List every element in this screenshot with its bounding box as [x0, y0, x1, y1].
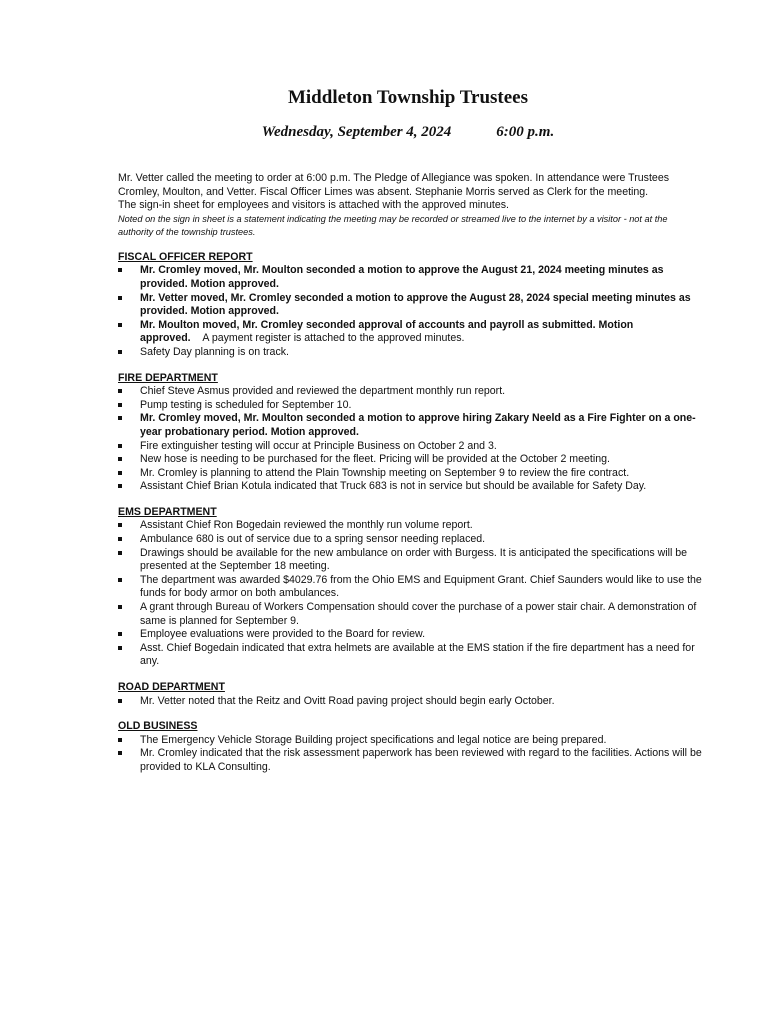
bullet-icon	[118, 646, 122, 650]
list-item: Mr. Cromley moved, Mr. Moulton seconded a motion to approve hiring Zakary Neeld as a Fire Fighter on a one-year probationary period. Motion approved.	[118, 412, 703, 439]
list-item: Assistant Chief Ron Bogedain reviewed the monthly run volume report.	[118, 519, 703, 533]
bullet-icon	[118, 268, 122, 272]
old-business-list	[118, 734, 703, 775]
bullet-icon	[118, 738, 122, 742]
bullet-icon	[118, 416, 122, 420]
bullet-icon	[118, 389, 122, 393]
bullet-icon	[118, 523, 122, 527]
list-item: Drawings should be available for the new ambulance on order with Burgess. It is anticipated the specifications will be presented at the September 18 meeting.	[118, 547, 703, 574]
bullet-icon	[118, 296, 122, 300]
fire-list	[118, 385, 703, 494]
recording-note: Noted on the sign in sheet is a statement indicating the meeting may be recorded or streamed live to the internet by a visitor - not at the authority of the township trustees.	[118, 213, 668, 237]
meeting-date-time: Wednesday, September 4, 2024 6:00 p.m.	[261, 124, 555, 140]
sign-in-sentence: The sign-in sheet for employees and visitors is attached with the approved minutes.	[118, 199, 509, 212]
bullet-icon	[118, 444, 122, 448]
intro-paragraph: Mr. Vetter called the meeting to order at 6:00 p.m. The Pledge of Allegiance was spoken. In attendance were Trustees Cromley, Moulton, and Vetter. Fiscal Officer Limes was absent. Stephanie Morris served as Clerk for the meeting.	[118, 172, 670, 198]
bullet-icon	[118, 323, 122, 327]
list-item: Chief Steve Asmus provided and reviewed the department monthly run report.	[118, 385, 703, 399]
road-department-section	[118, 681, 703, 708]
bullet-icon	[118, 551, 122, 555]
bullet-icon	[118, 457, 122, 461]
fire-department-section	[118, 372, 703, 494]
bullet-icon	[118, 471, 122, 475]
section-heading: FISCAL OFFICER REPORT	[118, 250, 253, 263]
list-item: Mr. Vetter noted that the Reitz and Ovitt Road paving project should begin early October.	[118, 695, 703, 709]
bullet-icon	[118, 350, 122, 354]
list-item: Mr. Cromley indicated that the risk assessment paperwork has been reviewed with regard to the facilities. Actions will be provided to KLA Consulting.	[118, 747, 703, 774]
section-heading: OLD BUSINESS	[118, 720, 198, 733]
minutes-body	[118, 172, 703, 775]
list-item: Ambulance 680 is out of service due to a spring sensor needing replaced.	[118, 533, 703, 547]
list-item: New hose is needing to be purchased for the fleet. Pricing will be provided at the October 2 meeting.	[118, 453, 703, 467]
section-heading: ROAD DEPARTMENT	[118, 681, 225, 693]
bullet-icon	[118, 699, 122, 703]
page-title: Middleton Township Trustees	[287, 87, 529, 108]
section-heading: EMS DEPARTMENT	[118, 505, 217, 518]
bullet-icon	[118, 605, 122, 609]
list-item: The department was awarded $4029.76 from the Ohio EMS and Equipment Grant. Chief Saunders would like to use the funds for body armor on both ambulances.	[118, 574, 703, 601]
bullet-icon	[118, 578, 122, 582]
list-item: Employee evaluations were provided to the Board for review.	[118, 628, 703, 642]
bullet-icon	[118, 484, 122, 488]
list-item: The Emergency Vehicle Storage Building project specifications and legal notice are being prepared.	[118, 734, 703, 748]
road-list	[118, 695, 703, 709]
bullet-icon	[118, 632, 122, 636]
list-item: Safety Day planning is on track.	[118, 346, 703, 360]
list-item: Asst. Chief Bogedain indicated that extra helmets are available at the EMS station if the fire department has a need for any.	[118, 642, 703, 669]
old-business-section	[118, 720, 703, 774]
list-item: Mr. Vetter moved, Mr. Cromley seconded a motion to approve the August 28, 2024 special meeting minutes as provided. Motion approved.	[118, 292, 703, 319]
fiscal-officer-section	[118, 251, 703, 360]
ems-list	[118, 519, 703, 669]
list-item: Mr. Cromley is planning to attend the Plain Township meeting on September 9 to review the fire contract.	[118, 467, 703, 481]
section-heading: FIRE DEPARTMENT	[118, 371, 218, 384]
list-item: Mr. Cromley moved, Mr. Moulton seconded a motion to approve the August 21, 2024 meeting minutes as provided. Motion approved.	[118, 264, 703, 291]
list-item: Assistant Chief Brian Kotula indicated that Truck 683 is not in service but should be available for Safety Day.	[118, 480, 703, 494]
list-item: Mr. Moulton moved, Mr. Cromley seconded approval of accounts and payroll as submitted. Motion approved. A payment register is attached to the approved minutes.	[118, 319, 703, 346]
bullet-icon	[118, 751, 122, 755]
ems-department-section	[118, 506, 703, 669]
bullet-icon	[118, 537, 122, 541]
fiscal-list	[118, 264, 703, 359]
list-item: A grant through Bureau of Workers Compensation should cover the purchase of a power stair chair. A demonstration of same is planned for September 9.	[118, 601, 703, 628]
bullet-icon	[118, 403, 122, 407]
list-item: Fire extinguisher testing will occur at Principle Business on October 2 and 3.	[118, 440, 703, 454]
list-item: Pump testing is scheduled for September 10.	[118, 399, 703, 413]
